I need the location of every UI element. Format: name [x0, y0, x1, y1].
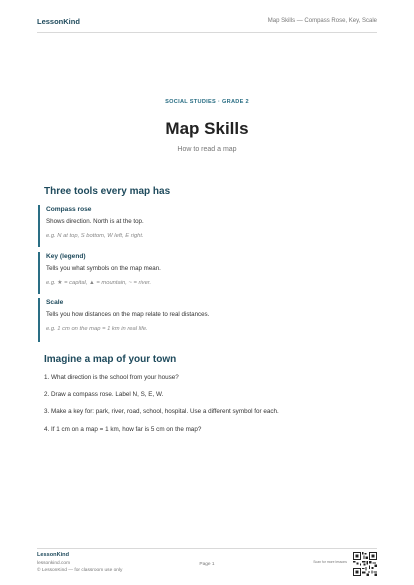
tool-card-compass-rose	[38, 205, 366, 247]
qr-scan-note: Scan for more lessons	[313, 560, 347, 564]
footer-url[interactable]: lessonkind.com	[37, 561, 71, 566]
section-heading-town-map: Imagine a map of your town	[44, 354, 177, 365]
tool-card-key	[38, 252, 366, 294]
tool-description: Tells you how distances on the map relate to real distances.	[46, 311, 210, 318]
tool-name: Key (legend)	[46, 253, 86, 260]
page-number: Page 1	[199, 562, 215, 567]
question-item: 2. Draw a compass rose. Label N, S, E, W.	[44, 391, 164, 398]
page-subtitle: How to read a map	[177, 146, 237, 153]
footer-copyright: © LessonKind — for classroom use only	[37, 568, 123, 573]
section-heading-tools: Three tools every map has	[44, 186, 171, 197]
header-doc-title: Map Skills — Compass Rose, Key, Scale	[267, 18, 377, 24]
footer-brand: LessonKind	[37, 552, 70, 558]
tool-description: Tells you what symbols on the map mean.	[46, 265, 161, 272]
tool-example: e.g. N at top, S bottom, W left, E right.	[46, 233, 144, 239]
page-header	[37, 10, 377, 33]
question-item: 3. Make a key for: park, river, road, school, hospital. Use a different symbol for each.	[44, 408, 279, 415]
page-title: Map Skills	[165, 119, 249, 138]
tool-description: Shows direction. North is at the top.	[46, 218, 144, 225]
tool-example: e.g. ★ = capital, ▲ = mountain, ~ = river.	[46, 280, 152, 286]
subject-grade-label: SOCIAL STUDIES · GRADE 2	[165, 99, 249, 105]
tool-name: Compass rose	[46, 206, 92, 213]
qr-code-icon	[353, 552, 377, 576]
brand-name: LessonKind	[37, 16, 80, 26]
question-item: 4. If 1 cm on a map = 1 km, how far is 5 cm on the map?	[44, 426, 202, 433]
tool-card-scale	[38, 298, 366, 342]
question-item: 1. What direction is the school from your house?	[44, 374, 179, 381]
tool-name: Scale	[46, 299, 64, 306]
tool-example: e.g. 1 cm on the map = 1 km in real life.	[46, 326, 148, 332]
page-footer	[37, 548, 377, 577]
